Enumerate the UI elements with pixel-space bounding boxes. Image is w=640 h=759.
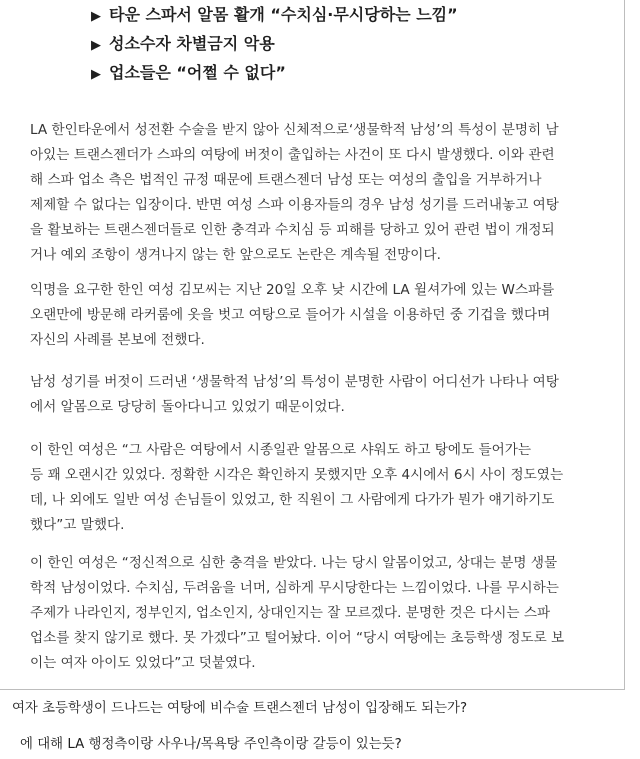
paragraph-line: 에서 알몸으로 당당히 돌아다니고 있었기 때문이었다. xyxy=(30,399,345,415)
paragraph-line: 아있는 트랜스젠더가 스파의 여탕에 버젓이 출입하는 사건이 또 다시 발생했다. 이와 관련 xyxy=(30,147,555,163)
paragraph-4 xyxy=(30,438,612,538)
paragraph-line: 거나 예외 조항이 생겨나지 않는 한 앞으로도 논란은 계속될 전망이다. xyxy=(30,247,441,263)
paragraph-1 xyxy=(30,118,612,268)
paragraph-line: 이는 여자 아이도 있었다”고 덧붙였다. xyxy=(30,655,256,671)
paragraph-line: 자신의 사례를 본보에 전했다. xyxy=(30,332,205,348)
paragraph-line: 오랜만에 방문해 라커룸에 옷을 벗고 여탕으로 들어가 시설을 이용하던 중 기겁을 했다며 xyxy=(30,307,551,323)
headline-1: ▶ 타운 스파서 알몸 활개 “수치심·무시당하는 느낌” xyxy=(91,0,458,29)
paragraph-line: 주제가 나라인지, 정부인지, 업소인지, 상대인지는 잘 모르겠다. 분명한 것은 다시는 스파 xyxy=(30,605,551,621)
paragraph-line: 업소를 찾지 않기로 했다. 못 가겠다”고 털어놨다. 이어 “당시 여탕에는 초등학생 정도로 보 xyxy=(30,630,565,646)
triangle-bullet-icon: ▶ xyxy=(91,9,101,24)
paragraph-2 xyxy=(30,278,612,353)
paragraph-line: 학적 남성이었다. 수치심, 두려움을 너머, 심하게 무시당한다는 느낌이었다. 나를 무시하는 xyxy=(30,580,559,596)
paragraph-line: 제제할 수 없다는 입장이다. 반면 여성 스파 이용자들의 경우 남성 성기를 드러내놓고 여탕 xyxy=(30,197,559,213)
headline-2: ▶ 성소수자 차별금지 악용 xyxy=(91,29,458,58)
paragraph-line: 등 꽤 오랜시간 있었다. 정확한 시각은 확인하지 못했지만 오후 4시에서 6시 사이 정도였는 xyxy=(30,467,564,483)
paragraph-line: 했다”고 말했다. xyxy=(30,517,125,533)
paragraph-line: LA 한인타운에서 성전환 수술을 받지 않아 신체적으로‘생물학적 남성’의 특성이 분명히 남 xyxy=(30,122,559,138)
paragraph-line: 해 스파 업소 측은 법적인 규정 때문에 트랜스젠더 남성 또는 여성의 출입을 거부하거나 xyxy=(30,172,542,188)
headline-list xyxy=(91,0,458,87)
paragraph-5 xyxy=(30,551,612,676)
paragraph-line: 익명을 요구한 한인 여성 김모씨는 지난 20일 오후 낮 시간에 LA 윌셔가에 있는 W스파를 xyxy=(30,282,555,298)
paragraph-line: 이 한인 여성은 “그 사람은 여탕에서 시종일관 알몸으로 샤워도 하고 탕에도 들어가는 xyxy=(30,442,532,458)
comment-line-2: 에 대해 LA 행정측이랑 사우나/목욕탕 주인측이랑 갈등이 있는듯? xyxy=(20,737,402,752)
paragraph-line: 데, 나 외에도 일반 여성 손님들이 있었고, 한 직원이 그 사람에게 다가가 뭔가 얘기하기도 xyxy=(30,492,555,508)
paragraph-line: 이 한인 여성은 “정신적으로 심한 충격을 받았다. 나는 당시 알몸이었고, 상대는 분명 생물 xyxy=(30,555,558,571)
comment-line-1: 여자 초등학생이 드나드는 여탕에 비수술 트랜스젠더 남성이 입장해도 되는가? xyxy=(12,701,468,716)
headline-3: ▶ 업소들은 “어쩔 수 없다” xyxy=(91,58,458,87)
triangle-bullet-icon: ▶ xyxy=(91,38,101,53)
triangle-bullet-icon: ▶ xyxy=(91,67,101,82)
paragraph-line: 을 활보하는 트랜스젠더들로 인한 충격과 수치심 등 피해를 당하고 있어 관련 법이 개정되 xyxy=(30,222,555,238)
paragraph-3 xyxy=(30,370,612,420)
paragraph-line: 남성 성기를 버젓이 드러낸 ‘생물학적 남성’의 특성이 분명한 사람이 어디선가 나타나 여탕 xyxy=(30,374,559,390)
